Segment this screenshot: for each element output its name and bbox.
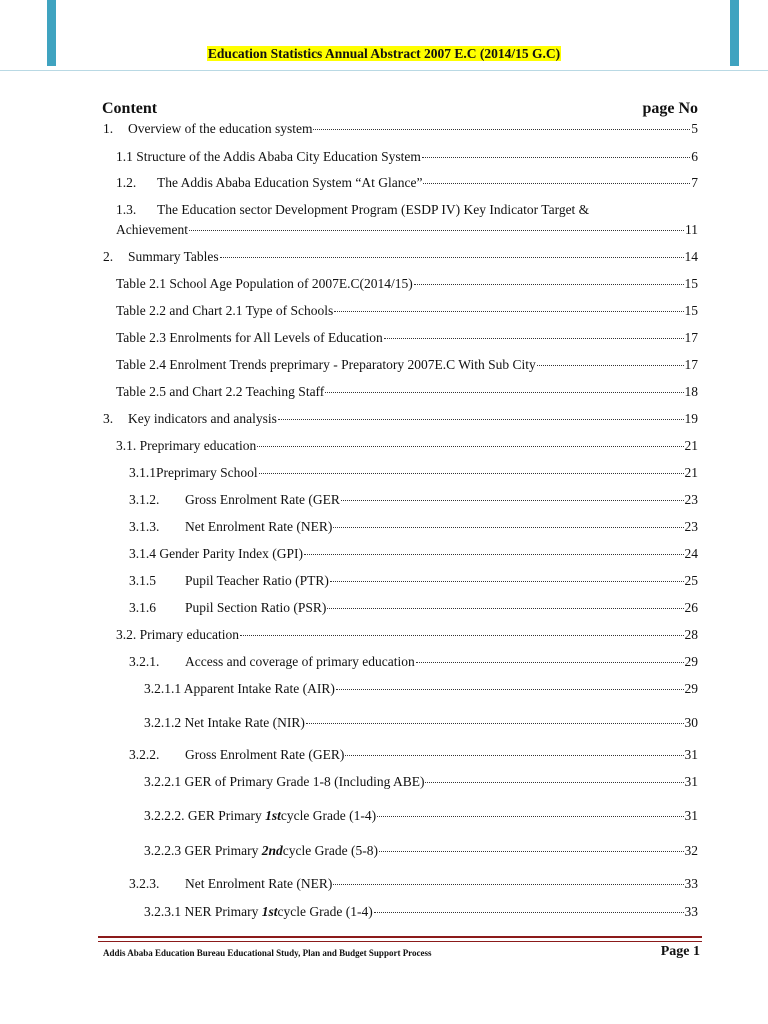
toc-entry[interactable]: 3.2.2.1 GER of Primary Grade 1-8 (Including ABE) 31 xyxy=(144,774,698,789)
dot-leader xyxy=(334,311,683,312)
dot-leader xyxy=(345,755,683,756)
dot-leader xyxy=(325,392,683,393)
dot-leader xyxy=(259,473,684,474)
toc-heading: Content xyxy=(102,100,158,117)
dot-leader xyxy=(384,338,684,339)
toc-entry[interactable]: 3.2.1.2 Net Intake Rate (NIR) 30 xyxy=(144,715,698,730)
toc-entry[interactable]: 3.1.1Preprimary School 21 xyxy=(129,465,698,480)
dot-leader xyxy=(327,608,683,609)
dot-leader xyxy=(220,257,684,258)
toc-entry-line1[interactable]: 1.3. The Education sector Development Program (ESDP IV) Key Indicator Target & xyxy=(116,202,590,217)
toc-entry[interactable]: Table 2.4 Enrolment Trends preprimary - Preparatory 2007E.C With Sub City 17 xyxy=(116,357,698,372)
toc-heading-row xyxy=(102,100,698,118)
toc-entry[interactable]: Table 2.2 and Chart 2.1 Type of Schools 15 xyxy=(116,303,698,318)
toc-entry[interactable]: 3.2.3.1 NER Primary 1stcycle Grade (1-4) 33 xyxy=(144,904,698,919)
dot-leader xyxy=(304,554,684,555)
toc-entry[interactable]: 3.2.2.2. GER Primary 1stcycle Grade (1-4) 31 xyxy=(144,808,698,823)
toc-entry[interactable]: 3.1.4 Gender Parity Index (GPI) 24 xyxy=(129,546,698,561)
toc-entry[interactable]: 3.1.5 Pupil Teacher Ratio (PTR) 25 xyxy=(129,573,698,588)
dot-leader xyxy=(425,782,683,783)
toc-entry[interactable]: 2. Summary Tables 14 xyxy=(103,249,698,264)
dot-leader xyxy=(240,635,684,636)
toc-entry[interactable]: 3.1.3. Net Enrolment Rate (NER) 23 xyxy=(129,519,698,534)
toc-entry[interactable]: Table 2.1 School Age Population of 2007E.C(2014/15) 15 xyxy=(116,276,698,291)
toc-entry[interactable]: 3.2.1.1 Apparent Intake Rate (AIR) 29 xyxy=(144,681,698,696)
toc-entry[interactable]: 3. Key indicators and analysis 19 xyxy=(103,411,698,426)
dot-leader xyxy=(333,527,683,528)
header-divider xyxy=(0,70,768,71)
toc-entry[interactable]: 3.2.2. Gross Enrolment Rate (GER) 31 xyxy=(129,747,698,762)
dot-leader xyxy=(278,419,684,420)
toc-entry[interactable]: 3.1. Preprimary education 21 xyxy=(116,438,698,453)
page-header-title: Education Statistics Annual Abstract 2007 E.C (2014/15 G.C) xyxy=(207,46,561,61)
footer-text: Addis Ababa Education Bureau Educational Study, Plan and Budget Support Process xyxy=(103,948,432,958)
dot-leader xyxy=(416,662,684,663)
page-number: Page 1 xyxy=(660,944,700,959)
dot-leader xyxy=(379,851,684,852)
toc-entry[interactable]: 1.2. The Addis Ababa Education System “At Glance” 7 xyxy=(116,175,698,190)
toc-entry[interactable]: Table 2.5 and Chart 2.2 Teaching Staff 18 xyxy=(116,384,698,399)
dot-leader xyxy=(333,884,683,885)
dot-leader xyxy=(313,129,690,130)
dot-leader xyxy=(414,284,684,285)
toc-entry[interactable]: 3.2.2.3 GER Primary 2ndcycle Grade (5-8) 32 xyxy=(144,843,698,858)
dot-leader xyxy=(377,816,683,817)
footer-divider xyxy=(98,936,702,938)
toc-entry[interactable]: 3.2. Primary education 28 xyxy=(116,627,698,642)
toc-entry[interactable]: 3.2.1. Access and coverage of primary education 29 xyxy=(129,654,698,669)
dot-leader xyxy=(189,230,684,231)
dot-leader xyxy=(257,446,683,447)
dot-leader xyxy=(422,157,690,158)
dot-leader xyxy=(306,723,684,724)
footer-divider-thin xyxy=(98,941,702,942)
toc-page-heading: page No xyxy=(642,100,698,117)
toc-entry[interactable]: Table 2.3 Enrolments for All Levels of Education 17 xyxy=(116,330,698,345)
dot-leader xyxy=(330,581,684,582)
toc-entry[interactable]: 1. Overview of the education system 5 xyxy=(103,121,698,136)
toc-entry[interactable]: 1.1 Structure of the Addis Ababa City Education System 6 xyxy=(116,149,698,164)
dot-leader xyxy=(374,912,684,913)
toc-entry[interactable]: 3.1.6 Pupil Section Ratio (PSR) 26 xyxy=(129,600,698,615)
toc-entry[interactable]: Achievement 11 xyxy=(116,222,698,237)
dot-leader xyxy=(537,365,684,366)
toc-entry[interactable]: 3.1.2. Gross Enrolment Rate (GER 23 xyxy=(129,492,698,507)
toc-entry[interactable]: 3.2.3. Net Enrolment Rate (NER) 33 xyxy=(129,876,698,891)
dot-leader xyxy=(341,500,684,501)
dot-leader xyxy=(423,183,690,184)
dot-leader xyxy=(336,689,684,690)
